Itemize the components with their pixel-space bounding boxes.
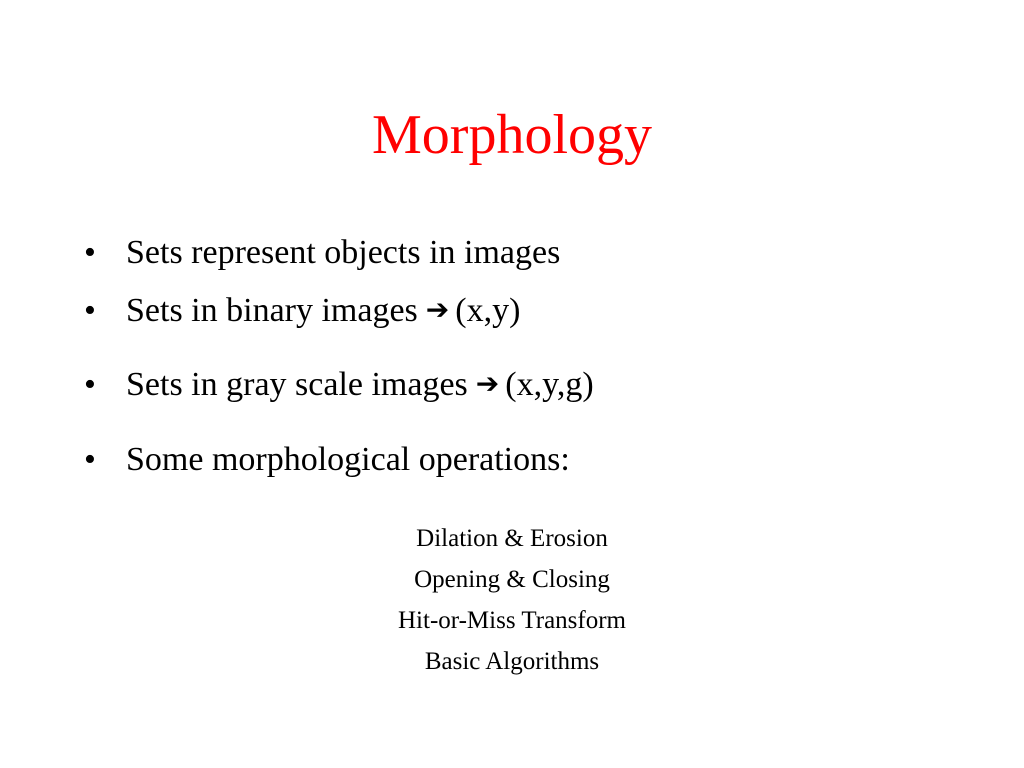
bullet-suffix: (x,y,g): [505, 366, 594, 403]
bullet-text: Some morphological operations:: [126, 441, 570, 478]
bullet-item: [84, 365, 594, 406]
operation-item: Opening & Closing: [414, 566, 610, 593]
bullet-text: Sets in gray scale images: [126, 366, 468, 403]
bullet-item: [84, 233, 560, 273]
bullet-item: [84, 291, 520, 332]
bullet-text: Sets in binary images: [126, 292, 418, 329]
bullet-dot: •: [84, 234, 96, 271]
operation-item: Hit-or-Miss Transform: [398, 607, 626, 634]
bullet-item: [84, 440, 570, 480]
slide-title: Morphology: [372, 104, 652, 166]
operation-item: Basic Algorithms: [424, 648, 600, 675]
right-arrow-icon: ➔: [475, 367, 500, 400]
operations-list: [0, 518, 1024, 682]
bullet-dot: •: [84, 366, 96, 403]
bullet-text: Sets represent objects in images: [126, 234, 561, 271]
bullet-suffix: (x,y): [455, 292, 521, 329]
operation-item: Dilation & Erosion: [416, 525, 608, 552]
bullet-dot: •: [84, 441, 96, 478]
right-arrow-icon: ➔: [425, 293, 450, 326]
bullet-dot: •: [84, 292, 96, 329]
